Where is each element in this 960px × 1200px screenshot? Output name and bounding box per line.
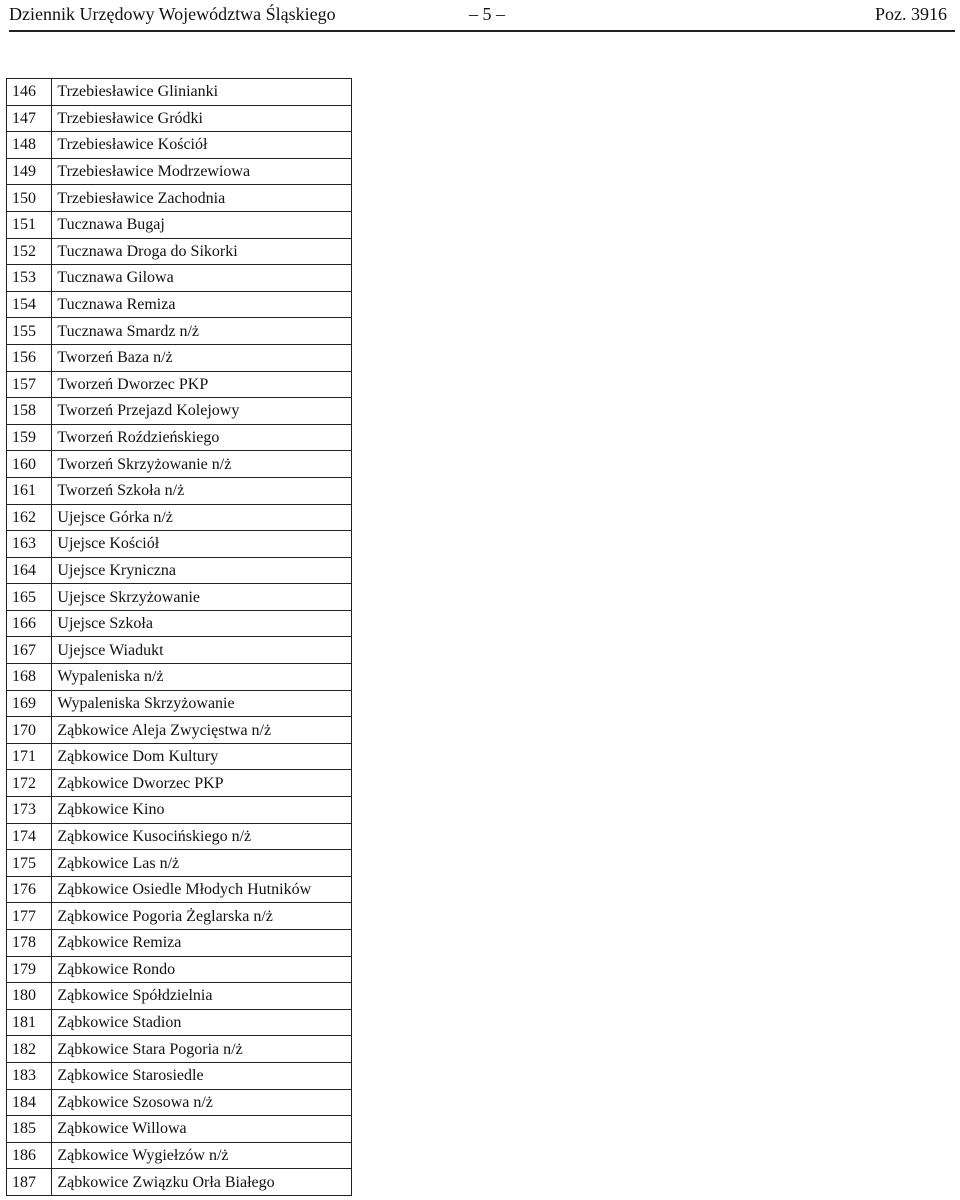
table-row [7, 956, 352, 983]
stop-name: Trzebiesławice Kościół [52, 132, 352, 159]
stop-name: Trzebiesławice Glinianki [52, 79, 352, 106]
table-row [7, 1142, 352, 1169]
stop-name: Ząbkowice Spółdzielnia [52, 983, 352, 1010]
stop-name: Tworzeń Baza n/ż [52, 344, 352, 371]
table-row [7, 1009, 352, 1036]
table-row [7, 903, 352, 930]
stop-number: 176 [7, 876, 52, 903]
table-row [7, 1036, 352, 1063]
stop-name: Ząbkowice Pogoria Żeglarska n/ż [52, 903, 352, 930]
table-row [7, 344, 352, 371]
table-row [7, 291, 352, 318]
stop-number: 186 [7, 1142, 52, 1169]
stop-name: Wypaleniska Skrzyżowanie [52, 690, 352, 717]
stop-name: Ząbkowice Rondo [52, 956, 352, 983]
stop-name: Ząbkowice Stadion [52, 1009, 352, 1036]
table-row [7, 690, 352, 717]
table-row [7, 983, 352, 1010]
stop-name: Trzebiesławice Zachodnia [52, 185, 352, 212]
stop-name: Wypaleniska n/ż [52, 664, 352, 691]
stop-name: Ząbkowice Starosiedle [52, 1062, 352, 1089]
stop-name: Ząbkowice Szosowa n/ż [52, 1089, 352, 1116]
stop-number: 185 [7, 1116, 52, 1143]
table-row [7, 105, 352, 132]
table-row [7, 398, 352, 425]
stop-number: 182 [7, 1036, 52, 1063]
stop-name: Tworzeń Szkoła n/ż [52, 477, 352, 504]
stop-name: Ząbkowice Dom Kultury [52, 743, 352, 770]
stop-number: 177 [7, 903, 52, 930]
stop-number: 146 [7, 79, 52, 106]
table-row [7, 265, 352, 292]
stop-number: 170 [7, 717, 52, 744]
table-row [7, 132, 352, 159]
stop-name: Ząbkowice Remiza [52, 930, 352, 957]
table-row [7, 531, 352, 558]
stop-number: 172 [7, 770, 52, 797]
page-header [9, 0, 955, 32]
stop-name: Ujejsce Szkoła [52, 610, 352, 637]
stop-number: 152 [7, 238, 52, 265]
stop-name: Tucznawa Gilowa [52, 265, 352, 292]
table-row [7, 770, 352, 797]
stop-number: 153 [7, 265, 52, 292]
stop-number: 151 [7, 211, 52, 238]
stop-name: Ząbkowice Związku Orła Białego [52, 1169, 352, 1196]
table-row [7, 1062, 352, 1089]
stop-name: Trzebiesławice Gródki [52, 105, 352, 132]
table-row [7, 185, 352, 212]
stop-name: Tucznawa Remiza [52, 291, 352, 318]
stop-name: Ząbkowice Stara Pogoria n/ż [52, 1036, 352, 1063]
stop-name: Trzebiesławice Modrzewiowa [52, 158, 352, 185]
stop-name: Ząbkowice Las n/ż [52, 850, 352, 877]
table-row [7, 930, 352, 957]
table-row [7, 797, 352, 824]
table-row [7, 211, 352, 238]
stop-name: Ujejsce Kryniczna [52, 557, 352, 584]
stop-name: Ząbkowice Aleja Zwycięstwa n/ż [52, 717, 352, 744]
stop-number: 165 [7, 584, 52, 611]
stop-name: Ujejsce Kościół [52, 531, 352, 558]
table-row [7, 610, 352, 637]
stop-name: Ząbkowice Dworzec PKP [52, 770, 352, 797]
table-row [7, 79, 352, 106]
stop-number: 147 [7, 105, 52, 132]
stop-number: 173 [7, 797, 52, 824]
stop-number: 179 [7, 956, 52, 983]
stop-name: Ujejsce Skrzyżowanie [52, 584, 352, 611]
stop-name: Ujejsce Górka n/ż [52, 504, 352, 531]
table-row [7, 477, 352, 504]
stop-number: 178 [7, 930, 52, 957]
stop-number: 166 [7, 610, 52, 637]
stop-name: Ząbkowice Wygiełzów n/ż [52, 1142, 352, 1169]
bus-stops-table [6, 78, 352, 1196]
position-number: Poz. 3916 [875, 4, 947, 24]
stop-number: 175 [7, 850, 52, 877]
table-row [7, 158, 352, 185]
stop-number: 181 [7, 1009, 52, 1036]
stop-number: 167 [7, 637, 52, 664]
stop-number: 157 [7, 371, 52, 398]
table-row [7, 424, 352, 451]
page-number: – 5 – [469, 4, 505, 24]
stop-number: 168 [7, 664, 52, 691]
stop-number: 169 [7, 690, 52, 717]
stop-number: 183 [7, 1062, 52, 1089]
stop-name: Ząbkowice Osiedle Młodych Hutników [52, 876, 352, 903]
stop-number: 155 [7, 318, 52, 345]
stop-number: 171 [7, 743, 52, 770]
table-row [7, 717, 352, 744]
stop-name: Tucznawa Droga do Sikorki [52, 238, 352, 265]
stop-name: Tworzeń Roździeńskiego [52, 424, 352, 451]
stop-number: 174 [7, 823, 52, 850]
stop-number: 158 [7, 398, 52, 425]
stop-number: 159 [7, 424, 52, 451]
stop-name: Tucznawa Bugaj [52, 211, 352, 238]
table-row [7, 1169, 352, 1196]
stop-number: 161 [7, 477, 52, 504]
table-row [7, 584, 352, 611]
stop-number: 164 [7, 557, 52, 584]
table-row [7, 1089, 352, 1116]
table-row [7, 637, 352, 664]
stop-number: 160 [7, 451, 52, 478]
table-row [7, 743, 352, 770]
stop-number: 148 [7, 132, 52, 159]
stop-number: 180 [7, 983, 52, 1010]
stop-number: 184 [7, 1089, 52, 1116]
stop-number: 187 [7, 1169, 52, 1196]
table-row [7, 664, 352, 691]
stop-name: Ząbkowice Kino [52, 797, 352, 824]
stop-number: 149 [7, 158, 52, 185]
stop-number: 156 [7, 344, 52, 371]
stop-number: 154 [7, 291, 52, 318]
bus-stops-table-body [7, 79, 352, 1196]
table-row [7, 823, 352, 850]
table-row [7, 238, 352, 265]
stop-number: 163 [7, 531, 52, 558]
stop-number: 162 [7, 504, 52, 531]
stop-name: Tworzeń Przejazd Kolejowy [52, 398, 352, 425]
stop-name: Ząbkowice Kusocińskiego n/ż [52, 823, 352, 850]
table-row [7, 318, 352, 345]
table-row [7, 850, 352, 877]
table-row [7, 504, 352, 531]
stop-number: 150 [7, 185, 52, 212]
table-row [7, 557, 352, 584]
table-row [7, 451, 352, 478]
stop-name: Ujejsce Wiadukt [52, 637, 352, 664]
stop-name: Tworzeń Skrzyżowanie n/ż [52, 451, 352, 478]
stop-name: Ząbkowice Willowa [52, 1116, 352, 1143]
journal-title: Dziennik Urzędowy Województwa Śląskiego [9, 4, 336, 24]
stop-name: Tworzeń Dworzec PKP [52, 371, 352, 398]
stop-name: Tucznawa Smardz n/ż [52, 318, 352, 345]
table-row [7, 1116, 352, 1143]
table-row [7, 876, 352, 903]
table-row [7, 371, 352, 398]
